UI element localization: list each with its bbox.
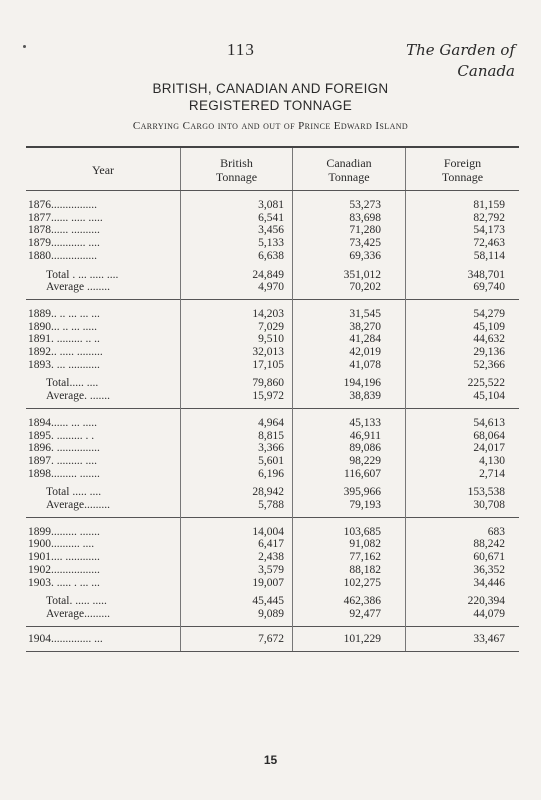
footer-page-number: 15 (263, 753, 278, 767)
year-row-british: 8,815 (181, 430, 293, 443)
year-row-canadian: 116,607 (293, 468, 406, 481)
total-row-sum-label: Total ..... .... (46, 486, 102, 499)
col-header-british (181, 147, 293, 191)
total-row-sum-foreign: 225,522 (406, 371, 520, 390)
year-row-canadian: 41,078 (293, 359, 406, 372)
col-header-foreign (406, 147, 520, 191)
total-row-sum-foreign: 348,701 (406, 263, 520, 282)
year-row (26, 564, 519, 577)
year-row-british: 5,601 (181, 455, 293, 468)
year-row (26, 237, 519, 250)
year-row-foreign: 44,632 (406, 333, 520, 346)
year-row-foreign: 45,109 (406, 321, 520, 334)
year-row-foreign: 34,446 (406, 577, 520, 590)
average-row (26, 608, 519, 626)
year-row-label: 1896. ............... (28, 442, 100, 455)
year-row-label: 1894...... ... ..... (26, 408, 181, 429)
year-row-canadian: 71,280 (293, 224, 406, 237)
page-speck (23, 45, 26, 48)
year-row (26, 333, 519, 346)
year-row-canadian: 31,545 (293, 299, 406, 320)
year-row-label: 1880................ (28, 249, 97, 262)
average-row-foreign: 44,079 (406, 608, 520, 626)
year-row (26, 455, 519, 468)
year-row-foreign: 81,159 (406, 191, 520, 212)
average-row-foreign: 69,740 (406, 281, 520, 299)
year-row-final-label: 1904.............. ... (26, 626, 181, 652)
year-row-foreign: 683 (406, 517, 520, 538)
year-row-foreign: 68,064 (406, 430, 520, 443)
year-row-british: 3,579 (181, 564, 293, 577)
page-number: 113 (227, 40, 255, 59)
average-row-label: Average. ....... (46, 390, 110, 403)
year-row-foreign: 60,671 (406, 551, 520, 564)
year-row-foreign: 82,792 (406, 212, 520, 225)
total-row-sum-british: 24,849 (181, 263, 293, 282)
year-row-british: 6,417 (181, 538, 293, 551)
year-row (26, 538, 519, 551)
average-row-canadian: 70,202 (293, 281, 406, 299)
year-row (26, 430, 519, 443)
total-row-sum-canadian: 395,966 (293, 480, 406, 499)
table-title (0, 80, 541, 114)
year-row-foreign: 72,463 (406, 237, 520, 250)
year-row-british: 14,203 (181, 299, 293, 320)
year-row-label: 1876................ (28, 199, 97, 211)
year-row-canadian: 103,685 (293, 517, 406, 538)
col-header-canadian (293, 147, 406, 191)
year-row-british: 6,541 (181, 212, 293, 225)
year-row-british: 3,366 (181, 442, 293, 455)
average-row-label: Average......... (46, 499, 110, 512)
year-row-canadian: 46,911 (293, 430, 406, 443)
year-row-british: 7,029 (181, 321, 293, 334)
year-row (26, 212, 519, 225)
average-row-british: 15,972 (181, 390, 293, 408)
tonnage-table (26, 146, 519, 652)
year-row-canadian: 73,425 (293, 237, 406, 250)
year-row-label: 1900.......... .... (28, 538, 95, 551)
year-row (26, 408, 519, 429)
year-row-foreign: 88,242 (406, 538, 520, 551)
total-row-sum-foreign: 220,394 (406, 589, 520, 608)
year-row-final-foreign: 33,467 (406, 626, 520, 652)
year-row-label: 1898......... ....... (28, 467, 100, 480)
year-row-british: 5,133 (181, 237, 293, 250)
total-row-sum-foreign: 153,538 (406, 480, 520, 499)
year-row-label: 1879............ .... (28, 237, 100, 250)
year-row (26, 250, 519, 263)
year-row-canadian: 89,086 (293, 442, 406, 455)
year-row-foreign: 29,136 (406, 346, 520, 359)
table-body (26, 191, 519, 652)
running-head-line-1: The Garden of (406, 41, 515, 59)
year-row (26, 191, 519, 212)
year-row-foreign: 54,279 (406, 299, 520, 320)
year-row-final (26, 626, 519, 652)
year-row-canadian: 42,019 (293, 346, 406, 359)
year-row-label: 1891. ......... .. .. (28, 333, 100, 346)
year-row-label: 1893. ... ........... (28, 358, 100, 371)
average-row-foreign: 30,708 (406, 499, 520, 517)
year-row-label: 1895. ......... . . (28, 429, 95, 442)
year-row-canadian: 69,336 (293, 250, 406, 263)
average-row-canadian: 92,477 (293, 608, 406, 626)
average-row (26, 281, 519, 299)
year-row-foreign: 54,173 (406, 224, 520, 237)
total-row-sum (26, 589, 519, 608)
header-row (26, 147, 519, 191)
average-row-label: Average ........ (46, 281, 110, 294)
year-row-british: 6,638 (181, 250, 293, 263)
average-row-canadian: 38,839 (293, 390, 406, 408)
year-row-british: 2,438 (181, 551, 293, 564)
total-row-sum-british: 45,445 (181, 589, 293, 608)
year-row (26, 224, 519, 237)
total-row-sum-canadian: 351,012 (293, 263, 406, 282)
total-row-sum-label: Total..... .... (46, 377, 99, 390)
average-row-british: 5,788 (181, 499, 293, 517)
year-row-label: 1877...... ..... ..... (28, 211, 103, 224)
year-row-canadian: 83,698 (293, 212, 406, 225)
year-row-label: 1902................. (28, 563, 100, 576)
col-header-canadian-text: Canadian Tonnage (326, 156, 372, 184)
year-row-label: 1878...... .......... (28, 224, 100, 237)
year-row-final-canadian: 101,229 (293, 626, 406, 652)
title-line-1: BRITISH, CANADIAN AND FOREIGN (152, 81, 389, 96)
year-row-british: 4,964 (181, 408, 293, 429)
year-row-final-british: 7,672 (181, 626, 293, 652)
running-head-line-2: Canada (457, 62, 515, 80)
total-row-sum (26, 480, 519, 499)
year-row-foreign: 24,017 (406, 442, 520, 455)
year-row-canadian: 102,275 (293, 577, 406, 590)
year-row-foreign: 2,714 (406, 468, 520, 481)
year-row-canadian: 38,270 (293, 321, 406, 334)
year-row (26, 577, 519, 590)
total-row-sum-british: 28,942 (181, 480, 293, 499)
total-row-sum-label: Total. ..... ..... (46, 595, 107, 608)
year-row-canadian: 98,229 (293, 455, 406, 468)
year-row-british: 32,013 (181, 346, 293, 359)
year-row-foreign: 52,366 (406, 359, 520, 372)
table-subtitle: Carrying Cargo into and out of Prince Edward Island (132, 120, 409, 132)
year-row-british: 3,456 (181, 224, 293, 237)
year-row (26, 442, 519, 455)
year-row-canadian: 53,273 (293, 191, 406, 212)
year-row (26, 468, 519, 481)
year-row-canadian: 45,133 (293, 408, 406, 429)
year-row-label: 1889.. .. ... ... ... (26, 299, 181, 320)
total-row-sum-label: Total . ... ..... .... (46, 268, 119, 281)
col-header-year: Year (26, 147, 181, 191)
average-row-label: Average......... (46, 607, 110, 620)
running-head (406, 40, 515, 82)
average-row-british: 4,970 (181, 281, 293, 299)
year-row-british: 19,007 (181, 577, 293, 590)
year-row-label: 1901.... ............ (28, 551, 100, 564)
year-row-label: 1890... .. ... ..... (28, 320, 97, 333)
year-row-label: 1892.. ..... ......... (28, 346, 103, 359)
year-row-label: 1897. ......... .... (28, 454, 97, 467)
year-row-foreign: 58,114 (406, 250, 520, 263)
year-row (26, 517, 519, 538)
year-row (26, 346, 519, 359)
col-header-british-text: British Tonnage (215, 156, 258, 184)
total-row-sum (26, 371, 519, 390)
year-row-canadian: 91,082 (293, 538, 406, 551)
average-row-foreign: 45,104 (406, 390, 520, 408)
total-row-sum-canadian: 462,386 (293, 589, 406, 608)
title-line-2: REGISTERED TONNAGE (188, 98, 353, 113)
average-row-british: 9,089 (181, 608, 293, 626)
year-row (26, 299, 519, 320)
year-row-british: 14,004 (181, 517, 293, 538)
year-row-label: 1903. ..... . ... ... (28, 576, 100, 589)
total-row-sum (26, 263, 519, 282)
year-row-canadian: 77,162 (293, 551, 406, 564)
average-row (26, 499, 519, 517)
year-row-british: 3,081 (181, 191, 293, 212)
year-row-british: 17,105 (181, 359, 293, 372)
total-row-sum-canadian: 194,196 (293, 371, 406, 390)
year-row (26, 359, 519, 372)
year-row-canadian: 41,284 (293, 333, 406, 346)
year-row-label: 1899......... ....... (26, 517, 181, 538)
average-row-canadian: 79,193 (293, 499, 406, 517)
average-row (26, 390, 519, 408)
year-row-canadian: 88,182 (293, 564, 406, 577)
year-row-foreign: 36,352 (406, 564, 520, 577)
year-row (26, 551, 519, 564)
year-row-foreign: 4,130 (406, 455, 520, 468)
year-row-british: 9,510 (181, 333, 293, 346)
year-row-british: 6,196 (181, 468, 293, 481)
year-row-foreign: 54,613 (406, 408, 520, 429)
year-row (26, 321, 519, 334)
col-header-foreign-text: Foreign Tonnage (441, 156, 484, 184)
total-row-sum-british: 79,860 (181, 371, 293, 390)
